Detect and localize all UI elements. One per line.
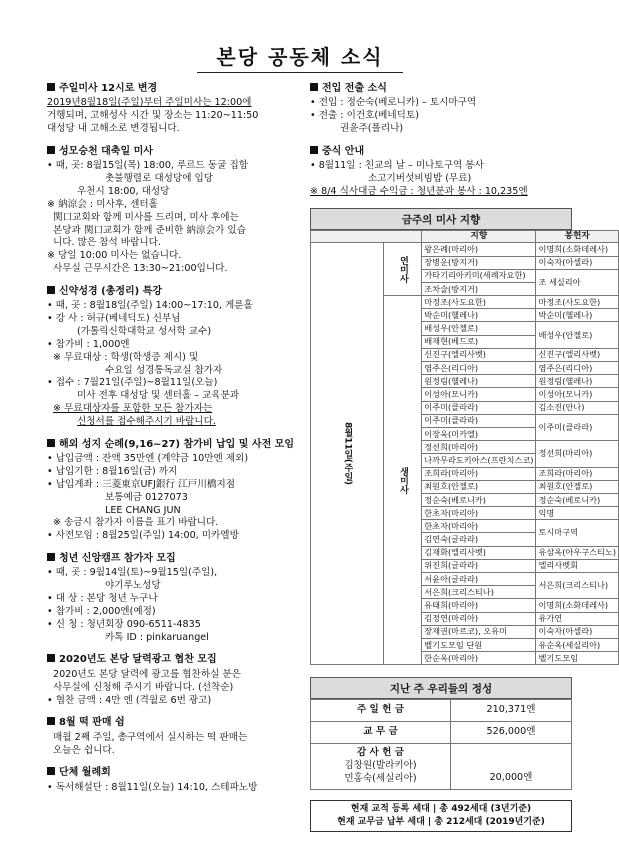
notice-line: 거행되며, 고해성사 시간 및 장소는 11:20~11:50 bbox=[47, 110, 259, 122]
mass-intentions-header: 금주의 미사 지향 bbox=[310, 208, 572, 230]
offerer-cell: 이성아(모니카) bbox=[536, 388, 619, 401]
offering-amount: 210,371엔 bbox=[451, 700, 572, 722]
intention-cell: 정순숙(베로니카) bbox=[422, 493, 536, 506]
notice-line: • 전입 : 정순숙(베로니카) – 토시마구역 bbox=[310, 97, 477, 109]
notice-section bbox=[47, 766, 305, 794]
notice-section bbox=[47, 82, 305, 136]
offerer-cell: 유순옥(세실리아) bbox=[536, 638, 619, 651]
mass-intentions-table bbox=[310, 230, 619, 666]
parish-statistics-box bbox=[310, 800, 572, 832]
intention-cell: 원정림(헬레나) bbox=[422, 375, 536, 388]
title-divider bbox=[197, 72, 403, 73]
notice-line: 오늘은 쉽니다. bbox=[53, 744, 115, 756]
intention-cell: 이주미(클라라) bbox=[422, 401, 536, 414]
offerer-cell: 조희라(마리아) bbox=[536, 467, 619, 480]
mass-date-label: 8월11일(주일) bbox=[311, 243, 384, 665]
intention-cell: 서은희(크리스티나) bbox=[422, 586, 536, 599]
square-bullet-icon bbox=[47, 767, 55, 775]
offerer-cell: 염주은(리디아) bbox=[536, 362, 619, 375]
offerer-cell: 원정림(헬레나) bbox=[536, 375, 619, 388]
section-heading-text: 2020년도 본당 달력광고 협찬 모집 bbox=[59, 654, 217, 666]
notice-line: 미사 전후 대성당 및 센터홀 – 교육분과 bbox=[77, 390, 240, 402]
offering-table bbox=[310, 699, 572, 790]
section-heading bbox=[310, 82, 572, 95]
intention-cell: 배재현(베드로) bbox=[422, 335, 536, 348]
notice-line: 2019년8월18일(주일)부터 주일미사는 12:00에 bbox=[47, 97, 252, 109]
notice-section bbox=[310, 145, 572, 199]
offerer-cell: 김소진(안나) bbox=[536, 401, 619, 414]
notice-line: • 전출 : 이건호(베네딕토) bbox=[310, 110, 419, 122]
intention-cell: 조희라(마리아) bbox=[422, 467, 536, 480]
intention-cell: 염주은(리디아) bbox=[422, 362, 536, 375]
offerer-cell: 유가연 bbox=[536, 612, 619, 625]
offering-header: 지난 주 우리들의 정성 bbox=[310, 677, 572, 699]
mass-table-header bbox=[311, 230, 619, 243]
table-row bbox=[311, 744, 572, 790]
section-heading bbox=[47, 552, 305, 565]
intention-cell: 벨기도모임 단원 bbox=[422, 638, 536, 651]
offerer-cell: 유삼옥(아우구스티노) bbox=[536, 546, 619, 559]
notice-line: 사무실에 신청해 주시기 바랍니다. (선착순) bbox=[53, 681, 234, 693]
notice-section bbox=[47, 285, 305, 429]
left-column bbox=[47, 82, 305, 804]
notice-line: ※ 송금시 참가자 이름을 표기 바랍니다. bbox=[53, 517, 219, 529]
section-heading-text: 주일미사 12시로 변경 bbox=[59, 83, 158, 94]
square-bullet-icon bbox=[47, 553, 55, 561]
intention-cell: 서윤아(글라라) bbox=[422, 573, 536, 586]
notice-line: ※ 당일 10:00 미사는 없습니다. bbox=[47, 250, 182, 262]
intention-cell: 이장욱(미카엘) bbox=[422, 427, 536, 440]
notice-line: 소고기버섯비빔밥 (무료) bbox=[368, 173, 472, 185]
section-heading-text: 청년 신앙캠프 참가자 모집 bbox=[59, 553, 176, 565]
intention-cell: 정선희(마리아) bbox=[422, 441, 536, 454]
offering-label: 주 일 헌 금 bbox=[311, 700, 451, 722]
offerer-cell: 이주미(클라라) bbox=[536, 414, 619, 440]
notice-line: 촛불행렬로 대성당에 입당 bbox=[105, 173, 214, 185]
notice-line: • 때, 곳: 8월15일(목) 18:00, 루르드 동굴 집합 bbox=[47, 160, 248, 172]
offerer-cell: 박순미(헬레나) bbox=[536, 309, 619, 322]
notice-section bbox=[47, 552, 305, 644]
section-heading bbox=[47, 145, 305, 158]
notice-line: 関口교회와 함께 미사를 드리며, 미사 후에는 bbox=[53, 211, 239, 223]
notice-line: 신청서를 접수해주시기 바랍니다. bbox=[77, 415, 216, 427]
section-heading-text: 단체 월례회 bbox=[59, 767, 111, 779]
section-heading bbox=[310, 145, 572, 158]
intention-cell: 유태희(마리아) bbox=[422, 599, 536, 612]
notice-line: • 신 청 : 청년회장 090-6511-4835 bbox=[47, 618, 201, 630]
notice-line: 수요일 성경통독교실 참가자 bbox=[105, 364, 223, 376]
square-bullet-icon bbox=[47, 83, 55, 91]
square-bullet-icon bbox=[47, 146, 55, 154]
notice-line: 니다. 많은 참석 바랍니다. bbox=[53, 237, 161, 249]
intention-cell: 장병운(방지거) bbox=[422, 256, 536, 269]
thanks-offering-label: 감 사 헌 금 bbox=[356, 747, 405, 759]
right-column bbox=[310, 82, 617, 832]
section-heading-text: 전입 전출 소식 bbox=[322, 83, 387, 94]
paying-households: 현재 교무금 납부 세대 | 총 212세대 (2019년기준) bbox=[337, 817, 545, 828]
intention-cell: 이주미(클라라) bbox=[422, 414, 536, 427]
offerer-cell: 익명 bbox=[536, 507, 619, 520]
notice-line: LEE CHANG JUN bbox=[105, 504, 181, 516]
header-blank bbox=[311, 230, 422, 243]
section-heading bbox=[47, 438, 305, 451]
notice-line: 권윤주(폴리나) bbox=[340, 123, 404, 135]
notice-line: • 독서해설단 : 8월11일(오늘) 14:10, 스테파노방 bbox=[47, 781, 258, 793]
notice-line: • 때, 곳 : 9월14일(토)~9월15일(주일), bbox=[47, 567, 218, 579]
notice-line: (가톨릭신학대학교 성서학 교수) bbox=[77, 325, 212, 337]
offerer-cell: 벨기도모임 bbox=[536, 652, 619, 665]
intention-cell: 최원호(안젤로) bbox=[422, 480, 536, 493]
offerer-cell: 배성우(안젤로) bbox=[536, 322, 619, 348]
section-heading-text: 해외 성지 순례(9,16~27) 참가비 납입 및 사전 모임 bbox=[59, 438, 295, 450]
notice-section bbox=[47, 438, 305, 543]
intention-cell: 나까무라도키아스(프란치스코) bbox=[422, 454, 536, 467]
offering-label: 교 무 금 bbox=[311, 722, 451, 744]
intention-cell: 위진희(글라라) bbox=[422, 559, 536, 572]
intention-cell: 신진구(엘리사벳) bbox=[422, 348, 536, 361]
table-row bbox=[311, 243, 619, 256]
intention-cell: 김재화(엘리사벳) bbox=[422, 546, 536, 559]
intention-cell: 김정연(마리아) bbox=[422, 612, 536, 625]
notice-line: 야기루노성당 bbox=[105, 580, 161, 592]
notice-section bbox=[310, 82, 572, 136]
offerer-cell: 최원호(안젤로) bbox=[536, 480, 619, 493]
offerer-cell: 토시마구역 bbox=[536, 520, 619, 546]
offerer-cell: 이명희(소화데레사) bbox=[536, 599, 619, 612]
square-bullet-icon bbox=[47, 286, 55, 294]
header-intention: 지향 bbox=[422, 230, 536, 243]
offerer-cell: 이숙자(아셀라) bbox=[536, 625, 619, 638]
square-bullet-icon bbox=[310, 146, 318, 154]
square-bullet-icon bbox=[47, 717, 55, 725]
section-heading bbox=[47, 716, 305, 729]
intention-cell: 한초자(마리아) bbox=[422, 520, 536, 533]
section-heading bbox=[47, 653, 305, 666]
notice-line: 카톡 ID : pinkaruangel bbox=[105, 631, 209, 643]
intention-cell: 이성아(모니카) bbox=[422, 388, 536, 401]
thanks-offering-amount: 20,000엔 bbox=[451, 744, 572, 790]
mass-group-label: 연미사 bbox=[383, 243, 422, 296]
notice-line: • 사전모임 : 8월25일(주일) 14:00, 미카엘방 bbox=[47, 530, 239, 542]
page-title: 본당 공동체 소식 bbox=[216, 45, 384, 69]
notice-line: ※ 무료대상자를 포함한 모든 참가자는 bbox=[53, 403, 213, 415]
intention-cell: 박순미(헬레나) bbox=[422, 309, 536, 322]
section-heading-text: 신약성경 (총정리) 특강 bbox=[59, 285, 163, 297]
notice-line: • 납입금액 : 잔액 35만엔 (계약금 10만엔 제외) bbox=[47, 453, 249, 465]
square-bullet-icon bbox=[47, 439, 55, 447]
offerer-cell: 이명희(소화데레사) bbox=[536, 243, 619, 256]
table-row bbox=[311, 722, 572, 744]
header-offerer: 봉헌자 bbox=[536, 230, 619, 243]
square-bullet-icon bbox=[47, 654, 55, 662]
offerer-cell: 엘리사벳회 bbox=[536, 559, 619, 572]
intention-cell: 한초자(마리아) bbox=[422, 507, 536, 520]
table-row bbox=[311, 700, 572, 722]
offerer-cell: 신진구(엘리사벳) bbox=[536, 348, 619, 361]
notice-line: 대성당 내 고해소로 변경됩니다. bbox=[47, 123, 180, 135]
notice-line: 보통예금 0127073 bbox=[105, 491, 188, 503]
intention-cell: 장재권(마르코), 오유미 bbox=[422, 625, 536, 638]
offerer-cell: 마정조(사도요한) bbox=[536, 296, 619, 309]
offerer-cell: 서은희(크리스티나) bbox=[536, 573, 619, 599]
section-heading-text: 중식 안내 bbox=[322, 145, 365, 157]
notice-section bbox=[47, 653, 305, 707]
section-heading bbox=[47, 82, 305, 95]
notice-line: 우천시 18:00, 대성당 bbox=[77, 186, 170, 197]
notice-line: 매월 2째 주일, 총구역에서 실시하는 떡 판매는 bbox=[53, 731, 248, 743]
mass-group-label: 생미사 bbox=[383, 296, 422, 665]
registered-households: 현재 교적 등록 세대 | 총 492세대 (3년기준) bbox=[350, 804, 532, 815]
square-bullet-icon bbox=[310, 83, 318, 91]
thanks-donor-name: 김창원(발라키아) bbox=[344, 760, 417, 772]
notice-line: 본당과 関口교회가 함께 준비한 納涼会가 있습 bbox=[53, 224, 246, 236]
notice-line: 2020년도 본당 달력에 광고를 협찬하실 분은 bbox=[53, 668, 241, 680]
intention-cell: 마정조(사도요한) bbox=[422, 296, 536, 309]
section-heading bbox=[47, 285, 305, 298]
intention-cell: 가타기리아키미(세례자요한) bbox=[422, 269, 536, 282]
intention-cell: 한순옥(마리아) bbox=[422, 652, 536, 665]
offering-amount: 526,000엔 bbox=[451, 722, 572, 744]
notice-line: • 때, 곳 : 8월18일(주일) 14:00~17:10, 게룬홀 bbox=[47, 300, 253, 312]
thanks-donor-name: 민홍숙(세실리아) bbox=[344, 773, 417, 785]
offerer-cell: 조 세실리아 bbox=[536, 269, 619, 295]
notice-line: • 협찬 금액 : 4만 엔 (격월로 6번 광고) bbox=[47, 694, 212, 706]
notice-line: • 강 사 : 허규(베네딕도) 신부님 bbox=[47, 313, 181, 325]
section-heading-text: 성모승천 대축일 미사 bbox=[59, 145, 153, 157]
notice-line: ※ 무료대상 : 학생(학생증 제시) 및 bbox=[53, 351, 199, 363]
offerer-cell: 이숙자(아셀라) bbox=[536, 256, 619, 269]
intention-cell: 조차술(방지거) bbox=[422, 282, 536, 295]
notice-line: • 참가비 : 2,000엔(예정) bbox=[47, 605, 156, 617]
notice-line: • 접수 : 7월21일(주일)~8월11일(오늘) bbox=[47, 377, 218, 389]
notice-line: • 8월11일 : 친교의 날 – 미나토구역 봉사 bbox=[310, 160, 484, 172]
notice-line: • 납입기한 : 8월16일(금) 까지 bbox=[47, 465, 178, 477]
notice-line: 사무실 근무시간은 13:30~21:00입니다. bbox=[53, 263, 228, 275]
notice-line: • 대 상 : 본당 청년 누구나 bbox=[47, 593, 158, 605]
intention-cell: 배성우(안젤로) bbox=[422, 322, 536, 335]
intention-cell: 왕은례(마리아) bbox=[422, 243, 536, 256]
offerer-cell: 정순숙(베로니카) bbox=[536, 493, 619, 506]
notice-section bbox=[47, 145, 305, 276]
section-heading-text: 8월 떡 판매 쉼 bbox=[59, 717, 125, 729]
notice-line: ※ 8/4 식사대금 수익금 : 청년분과 봉사 : 10,235엔 bbox=[310, 186, 528, 197]
intention-cell: 김연숙(글라라) bbox=[422, 533, 536, 546]
notice-line: • 참가비 : 1,000엔 bbox=[47, 338, 130, 350]
thanks-offering-cell bbox=[311, 744, 451, 790]
notice-section bbox=[47, 716, 305, 757]
notice-line: • 납입계좌 : 三菱東京UFJ銀行 江戸川橋지점 bbox=[47, 478, 236, 490]
offerer-cell: 정선희(마리아) bbox=[536, 441, 619, 467]
section-heading bbox=[47, 766, 305, 779]
notice-line: ※ 納涼会 : 미사후, 센터홀 bbox=[47, 198, 158, 210]
